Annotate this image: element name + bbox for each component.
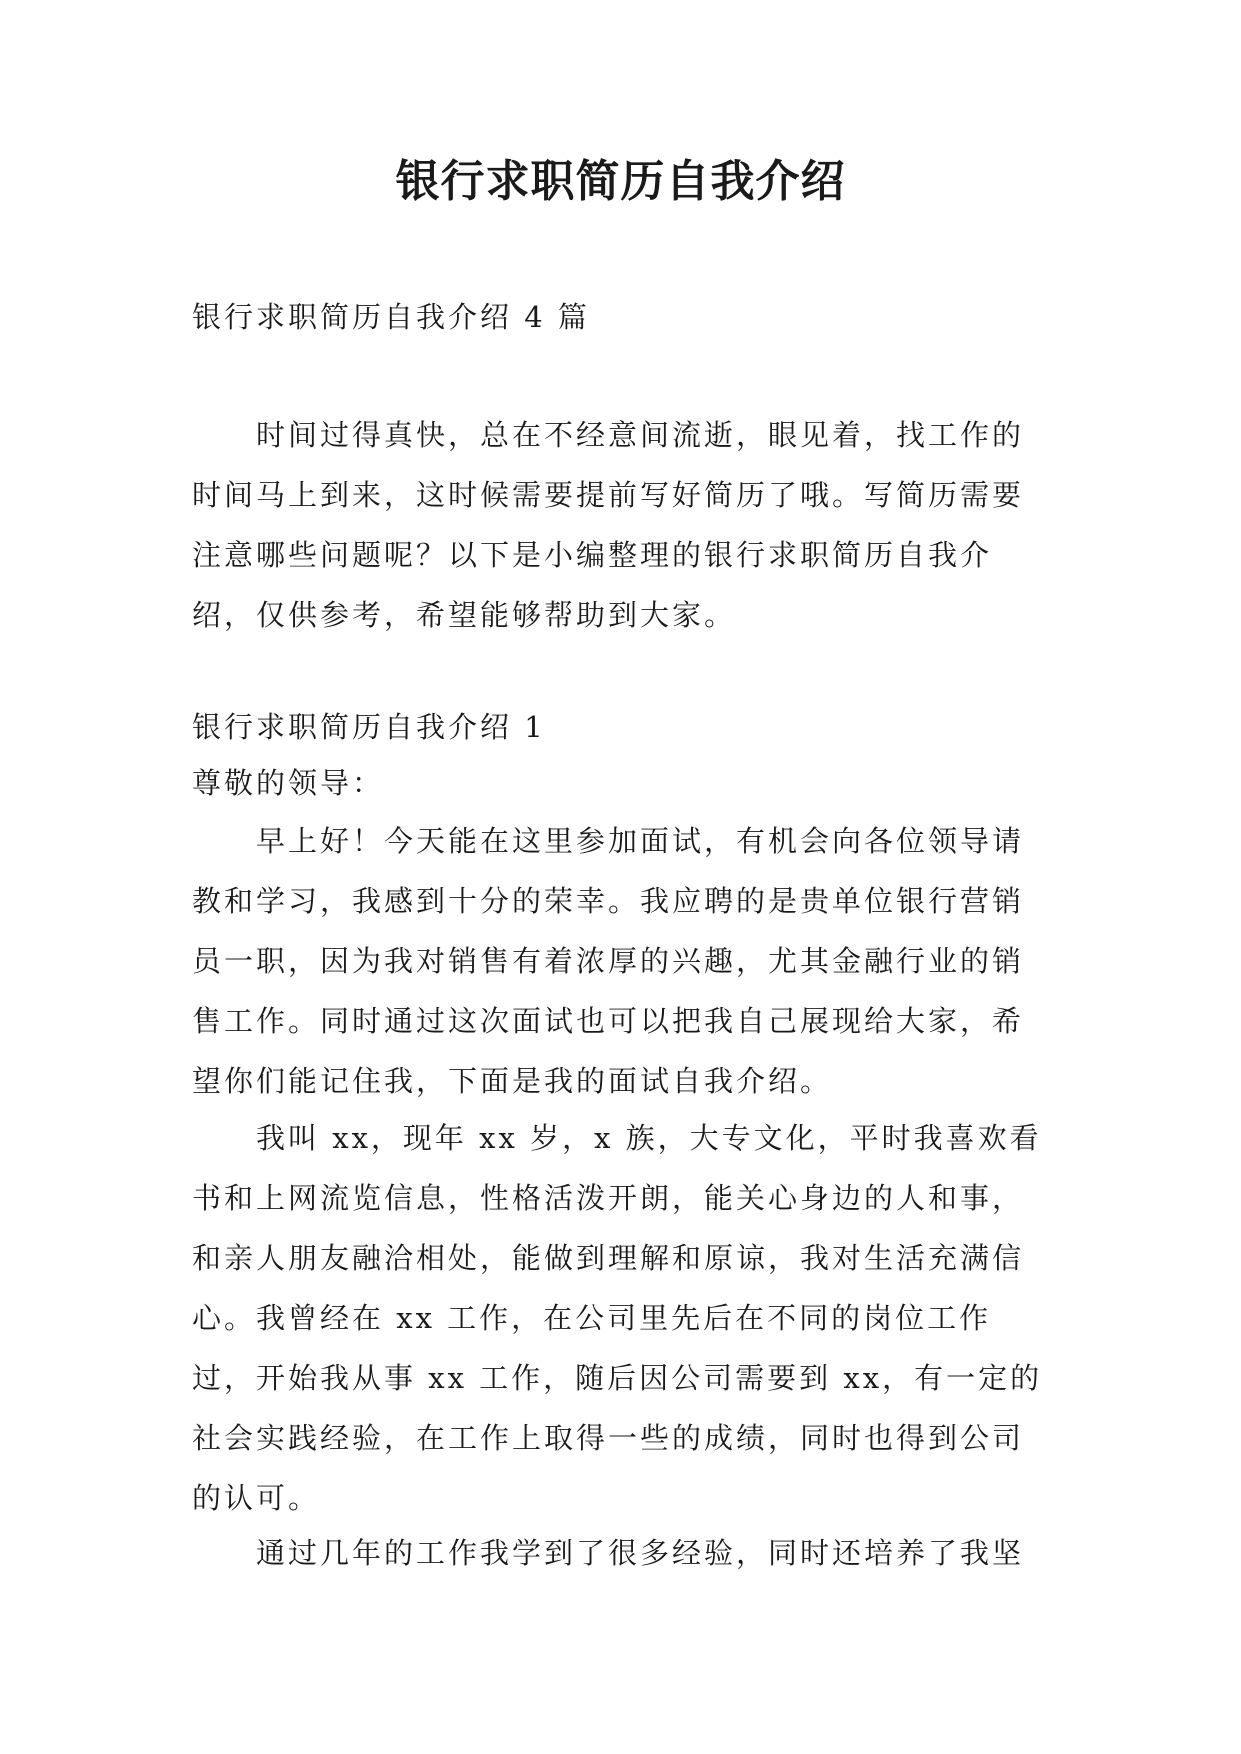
paragraph-text: 早上好！今天能在这里参加面试，有机会向各位领导请教和学习，我感到十分的荣幸。我应聘的是贵单位银行营销员一职，因为我对销售有着浓厚的兴趣，尤其金融行业的销售工作。同时通过这次面试也可以把我自己展现给大家，希望你们能记住我，下面是我的面试自我介绍。 (192, 824, 1025, 1098)
section-heading: 银行求职简历自我介绍 1 (192, 710, 546, 744)
body-paragraph (192, 1108, 1047, 1528)
intro-text: 时间过得真快，总在不经意间流逝，眼见着，找工作的时间马上到来，这时候需要提前写好简历了哦。写简历需要注意哪些问题呢？以下是小编整理的银行求职简历自我介绍，仅供参考，希望能够帮助到大家。 (192, 418, 1025, 632)
document-title: 银行求职简历自我介绍 (395, 156, 846, 207)
intro-paragraph (192, 405, 1047, 645)
paragraph-text: 通过几年的工作我学到了很多经验，同时还培养了我坚 (256, 1536, 1025, 1570)
body-paragraph (192, 811, 1047, 1111)
salutation: 尊敬的领导： (192, 766, 385, 800)
body-paragraph (192, 1523, 1047, 1583)
document-subtitle: 银行求职简历自我介绍 4 篇 (192, 300, 590, 334)
paragraph-text: 我叫 xx，现年 xx 岁，x 族，大专文化，平时我喜欢看书和上网流览信息，性格活泼开朗，能关心身边的人和事，和亲人朋友融洽相处，能做到理解和原谅，我对生活充满信心。我曾经在 xx 工作，在公司里先后在不同的岗位工作过，开始我从事 xx 工作，随后因公司需要到 xx，有一定的社会实践经验，在工作上取得一些的成绩，同时也得到公司的认可。 (192, 1121, 1043, 1515)
